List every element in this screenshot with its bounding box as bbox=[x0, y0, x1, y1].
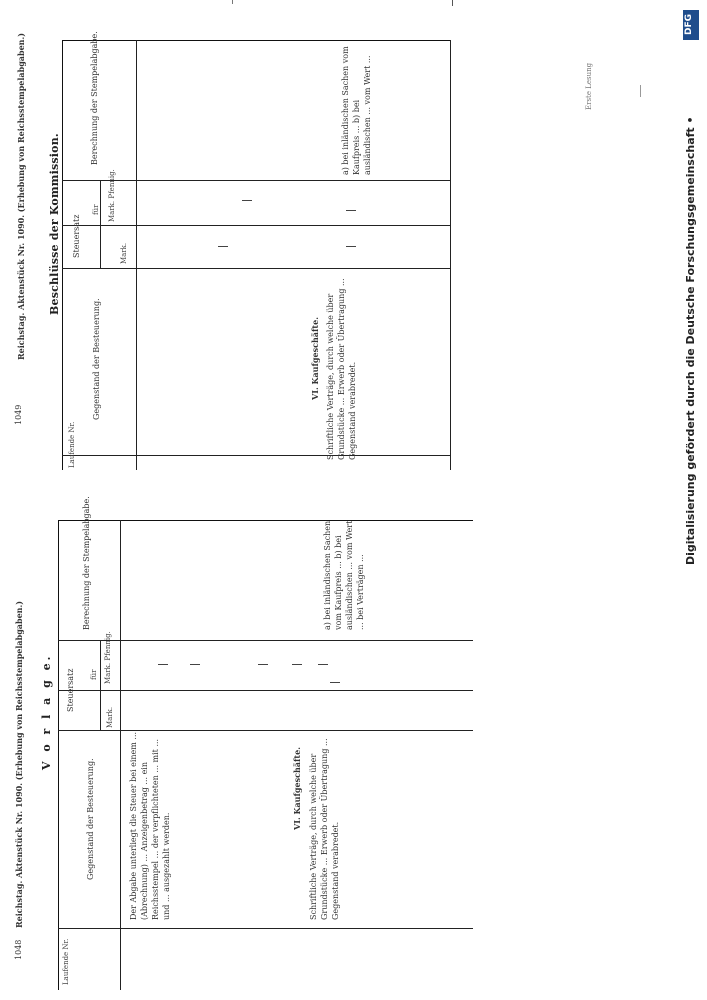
right-rate-dash bbox=[242, 200, 252, 201]
dfg-banner-text: Digitalisierung gefördert durch die Deutsche Forschungsgemeinschaft • bbox=[684, 116, 697, 565]
left-entry-7: Schriftliche Verträge, durch welche über Grundstücke ... Erwerb oder Übertragung ... Gegenstand verabredet. bbox=[309, 738, 340, 920]
left-section-vi: VI. Kaufgeschäfte. bbox=[292, 747, 302, 830]
left-col-mark-header: Mark. bbox=[106, 706, 114, 728]
right-col-per-header: für bbox=[92, 204, 100, 215]
left-page-number: 1048 bbox=[14, 939, 23, 960]
right-table-top-rule bbox=[62, 40, 450, 41]
left-col-rate-header: Steuersatz bbox=[66, 668, 75, 712]
left-remarks-text: a) bei inländischen Sachen vom Kaufpreis ... b) bei ausländischen ... vom Wert ... bei Verträgen ... bbox=[323, 520, 365, 630]
left-table-left-rule bbox=[58, 520, 59, 990]
left-body-intro: Der Abgabe unterliegt die Steuer bei einem ... (Abrechnung) ... Anzeigenbetrag ... ein Reichsstempel ... der verpflichteten ... mit ... und ... ausgezahlt werden. bbox=[129, 731, 171, 920]
right-entry-7: Schriftliche Verträge, durch welche über Grundstücke ... Erwerb oder Übertragung ... Gegenstand verabredet. bbox=[326, 278, 357, 460]
dfg-logo: DFG bbox=[683, 10, 699, 40]
right-col-subject-header: Gegenstand der Besteuerung. bbox=[92, 298, 101, 420]
left-header-divider bbox=[120, 520, 121, 990]
left-col-per-header: für bbox=[90, 669, 98, 680]
right-rate-dash bbox=[346, 246, 356, 247]
left-rate-subdivider bbox=[100, 640, 101, 730]
right-page-number: 1049 bbox=[14, 404, 23, 425]
right-rate-dash bbox=[346, 210, 356, 211]
right-handwritten-note: Erste Lesung bbox=[585, 62, 593, 110]
top-edge-mark bbox=[452, 0, 453, 6]
left-rate-dash bbox=[258, 664, 268, 665]
right-col-rate-units: Mark. Pfennig. bbox=[108, 169, 116, 222]
left-running-head: Reichstag. Aktenstück Nr. 1090. (Erhebung von Reichsstempelabgaben.) bbox=[14, 600, 24, 928]
right-col-number-header: Laufende Nr. bbox=[68, 421, 76, 468]
right-col-rate-header: Steuersatz bbox=[72, 214, 81, 258]
left-rate-dash bbox=[330, 682, 340, 683]
top-edge-mark bbox=[232, 0, 233, 4]
right-col-divider-1 bbox=[62, 455, 450, 456]
left-col-divider-2 bbox=[58, 730, 473, 731]
right-col-divider-4 bbox=[62, 180, 450, 181]
right-col-remarks-header: Berechnung der Stempelabgabe. bbox=[90, 31, 99, 165]
right-col-divider-2 bbox=[62, 268, 450, 269]
left-col-subject-header: Gegenstand der Besteuerung. bbox=[86, 758, 95, 880]
right-col-mark-header: Mark. bbox=[120, 242, 128, 264]
left-col-rate-units: Mark. Pfennig. bbox=[104, 631, 112, 684]
left-col-divider-4 bbox=[58, 640, 473, 641]
left-rate-dash bbox=[158, 664, 168, 665]
right-section-title: Beschlüsse der Kommission. bbox=[48, 133, 61, 315]
right-table-left-rule bbox=[62, 40, 63, 470]
pencil-mark bbox=[640, 85, 641, 97]
left-rate-dash bbox=[292, 664, 302, 665]
right-col-divider-3 bbox=[62, 225, 450, 226]
right-rate-dash bbox=[218, 246, 228, 247]
left-rate-dash bbox=[318, 664, 328, 665]
right-running-head: Reichstag. Aktenstück Nr. 1090. (Erhebung von Reichsstempelabgaben.) bbox=[16, 32, 26, 360]
left-col-remarks-header: Berechnung der Stempelabgabe. bbox=[82, 496, 91, 630]
left-col-divider-1 bbox=[58, 928, 473, 929]
left-rate-dash bbox=[190, 664, 200, 665]
right-rate-subdivider bbox=[100, 180, 101, 268]
right-header-divider bbox=[136, 40, 137, 470]
right-remarks-text: a) bei inländischen Sachen vom Kaufpreis ... b) bei ausländischen ... vom Wert ... bbox=[341, 46, 372, 175]
left-section-title: V o r l a g e. bbox=[40, 653, 53, 770]
left-col-number-header: Laufende Nr. bbox=[62, 938, 70, 985]
left-col-divider-3 bbox=[58, 690, 473, 691]
right-table-bottom-rule bbox=[450, 40, 451, 470]
right-section-vi: VI. Kaufgeschäfte. bbox=[310, 317, 320, 400]
